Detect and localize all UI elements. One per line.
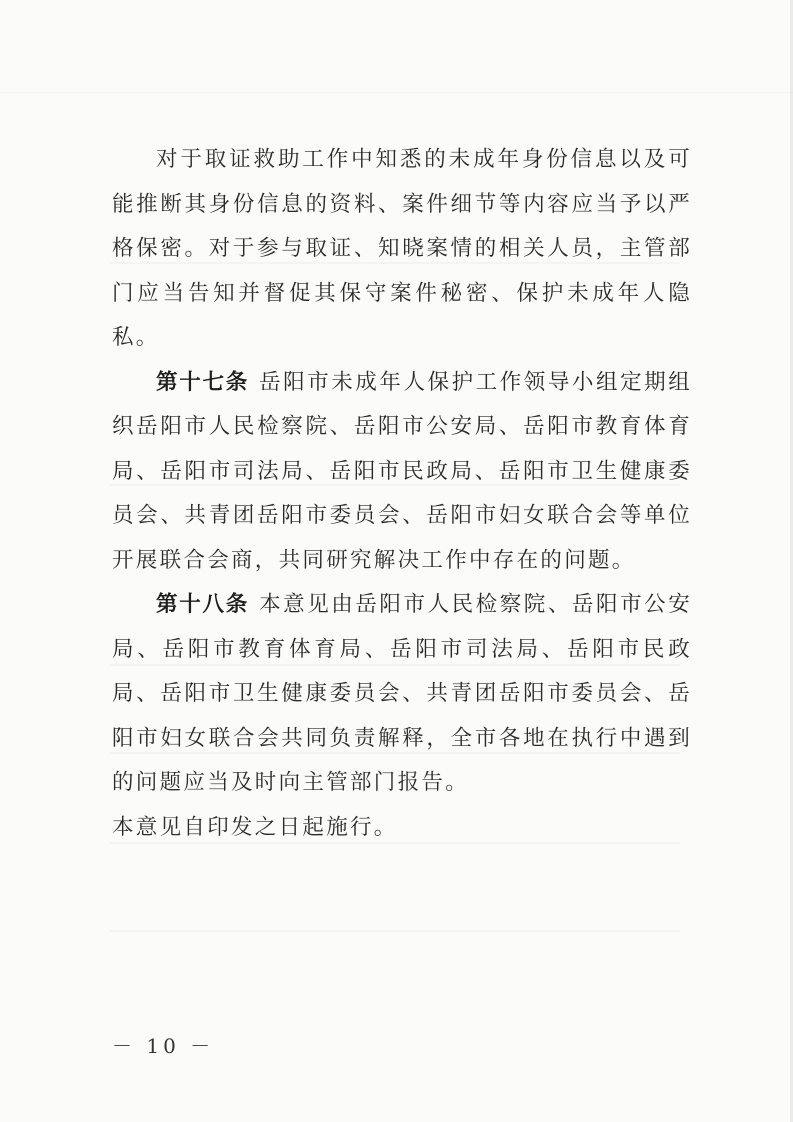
paragraph-text: 对于取证救助工作中知悉的未成年身份信息以及可能推断其身份信息的资料、案件细节等内容应当予以严格保密。对于参与取证、知晓案情的相关人员，主管部门应当告知并督促其保守案件秘密、保护未成年人隐私。 (112, 147, 692, 350)
article-18-title: 第十八条 (156, 592, 250, 617)
article-17-text: 岳阳市未成年人保护工作领导小组定期组织岳阳市人民检察院、岳阳市公安局、岳阳市教育体育局、岳阳市司法局、岳阳市民政局、岳阳市卫生健康委员会、共青团岳阳市委员会、岳阳市妇女联合会等单位开展联合会商，共同研究解决工作中存在的问题。 (112, 369, 692, 573)
effective-date-paragraph (112, 806, 692, 851)
page-number: － 10 － (112, 1034, 215, 1058)
bleed-through-line (110, 930, 680, 932)
scan-artifact-line (0, 92, 793, 93)
document-body (112, 138, 692, 850)
article-18 (112, 583, 692, 806)
article-18-text: 本意见由岳阳市人民检察院、岳阳市公安局、岳阳市教育体育局、岳阳市司法局、岳阳市民政局、岳阳市卫生健康委员会、共青团岳阳市委员会、岳阳市妇女联合会共同负责解释，全市各地在执行中遇到的问题应当及时向主管部门报告。 (112, 592, 692, 795)
article-17-title: 第十七条 (156, 369, 250, 395)
paragraph-confidentiality (112, 138, 692, 361)
effective-date-text: 本意见自印发之日起施行。 (112, 814, 398, 840)
article-17 (112, 361, 692, 584)
